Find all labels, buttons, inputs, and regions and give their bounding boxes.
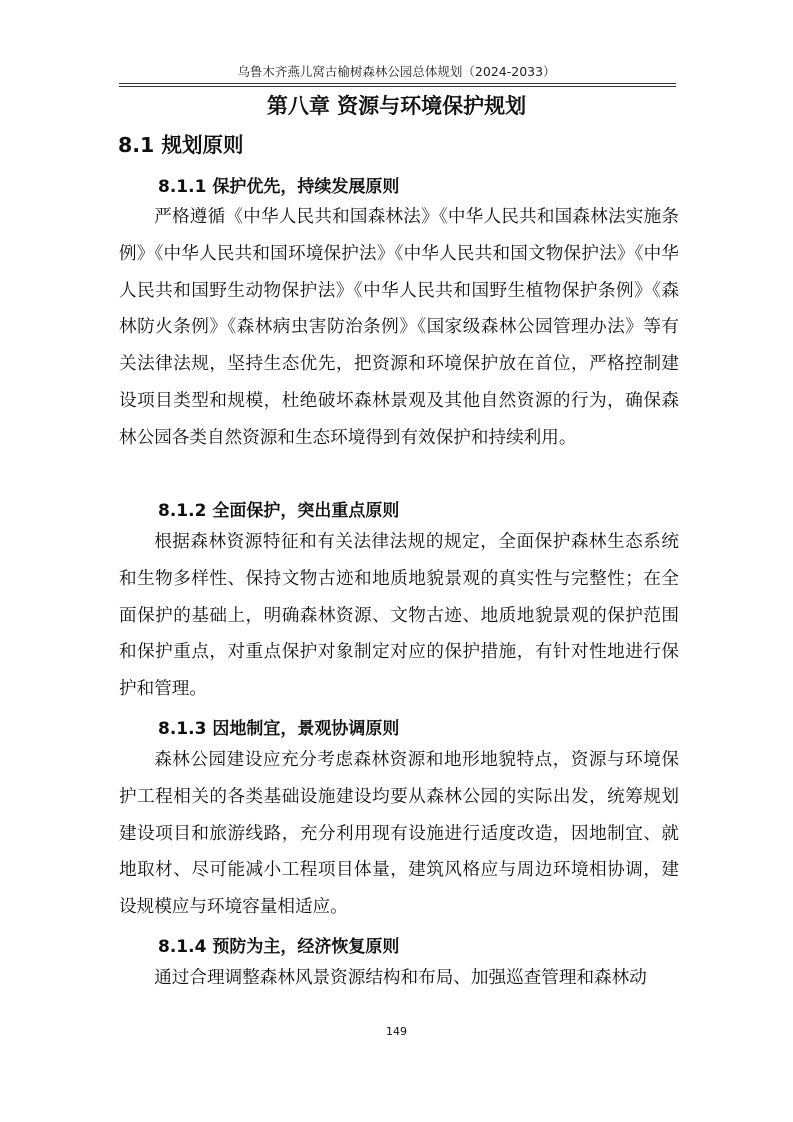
subsection-title-1: 8.1.1 保护优先，持续发展原则	[158, 177, 400, 197]
page-number: 149	[386, 1025, 407, 1038]
subsection-body-4: 通过合理调整森林风景资源结构和布局、加强巡查管理和森林动	[154, 968, 647, 988]
subsection-title-3: 8.1.3 因地制宜，景观协调原则	[158, 719, 400, 739]
subsection-body-3: 森林公园建设应充分考虑森林资源和地形地貌特点，资源与环境保护工程相关的各类基础设施建设均要从森林公园的实际出发，统筹规划建设项目和旅游线路，充分利用现有设施进行适度改造，因地制宜、就地取材、尽可能减小工程项目体量，建筑风格应与周边环境相协调，建设规模应与环境容量相适应。	[119, 750, 679, 918]
subsection-body-1: 严格遵循《中华人民共和国森林法》《中华人民共和国森林法实施条例》《中华人民共和国环境保护法》《中华人民共和国文物保护法》《中华人民共和国野生动物保护法》《中华人民共和国野生植物保护条例》《森林防火条例》《森林病虫害防治条例》《国家级森林公园管理办法》等有关法律法规，坚持生态优先，把资源和环境保护放在首位，严格控制建设项目类型和规模，杜绝破坏森林景观及其他自然资源的行为，确保森林公园各类自然资源和生态环境得到有效保护和持续利用。	[119, 207, 679, 448]
subsection-title-4: 8.1.4 预防为主，经济恢复原则	[158, 937, 400, 957]
header-rule-bottom	[119, 86, 676, 87]
subsection-title-2: 8.1.2 全面保护，突出重点原则	[158, 501, 400, 521]
running-header: 乌鲁木齐燕儿窝古榆树森林公园总体规划（2024-2033）	[237, 64, 556, 79]
section-title: 8.1 规划原则	[118, 133, 244, 157]
subsection-body-2: 根据森林资源特征和有关法律法规的规定，全面保护森林生态系统和生物多样性、保持文物古迹和地质地貌景观的真实性与完整性；在全面保护的基础上，明确森林资源、文物古迹、地质地貌景观的保护范围和保护重点，对重点保护对象制定对应的保护措施，有针对性地进行保护和管理。	[119, 532, 679, 700]
header-rule-top	[119, 83, 676, 84]
chapter-title: 第八章 资源与环境保护规划	[266, 94, 527, 118]
